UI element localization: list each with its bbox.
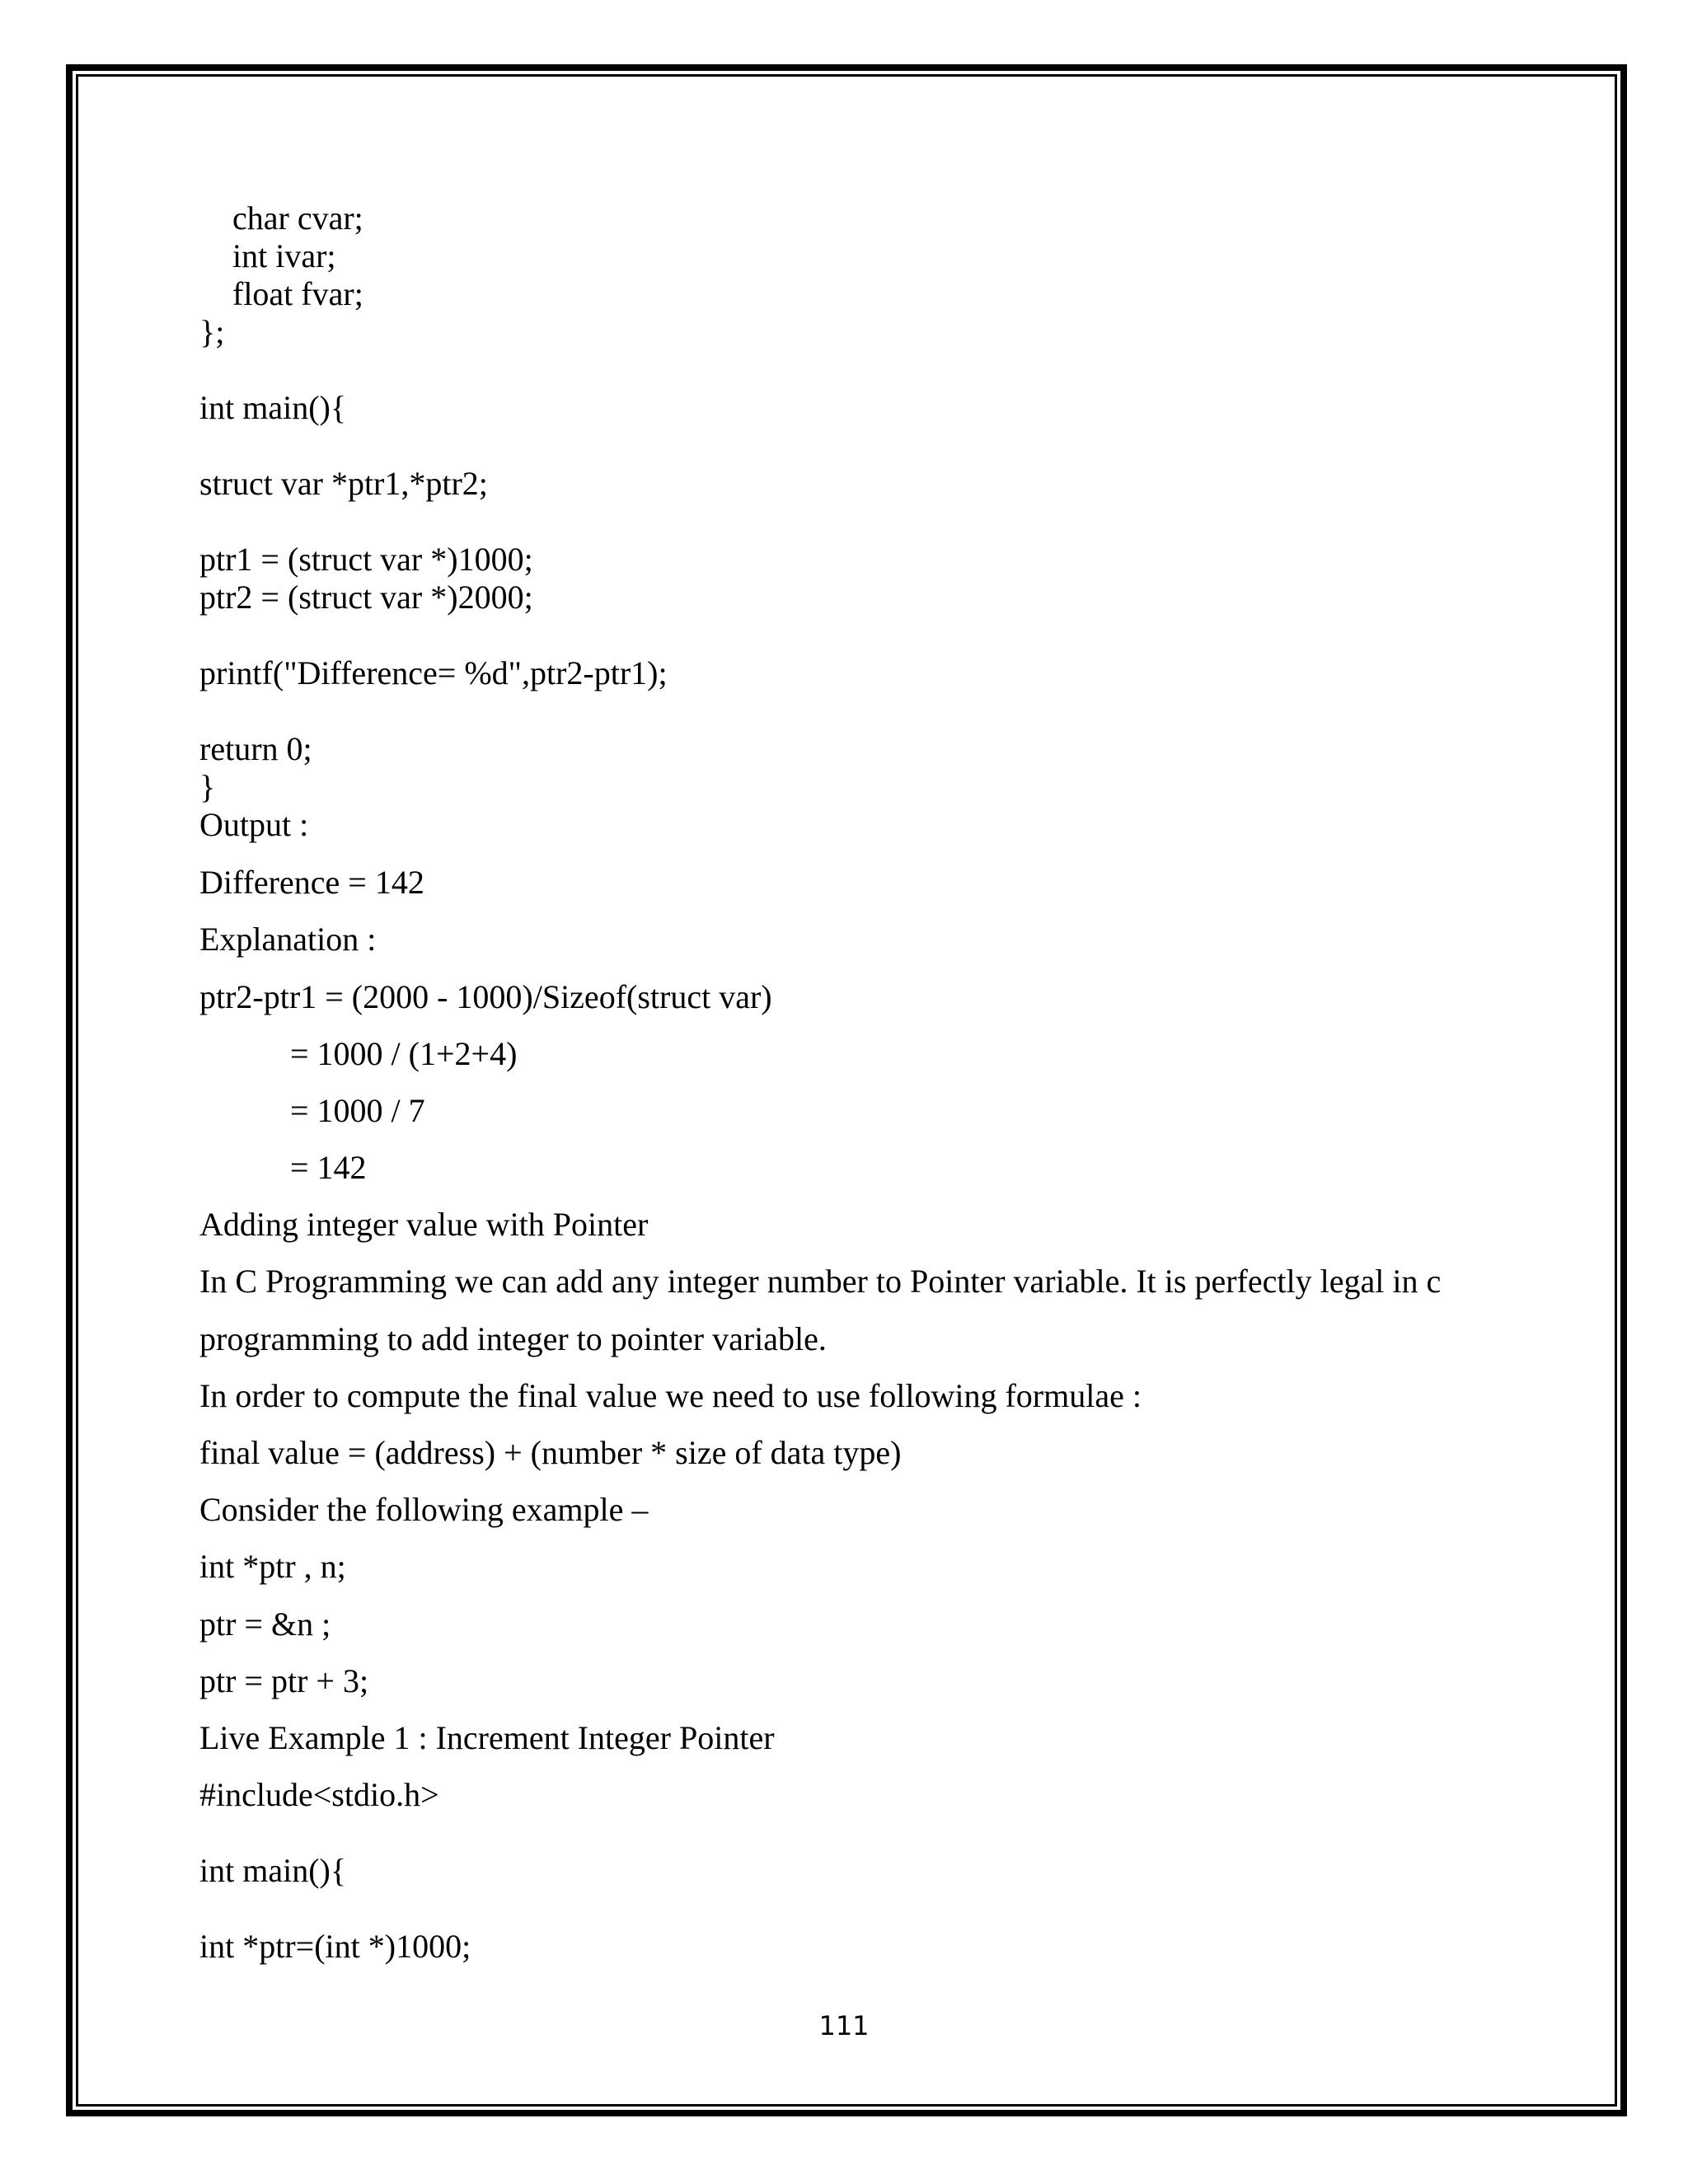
code-line-main-open-2: int main(){ xyxy=(199,1852,347,1889)
paragraph-line-3: In order to compute the final value we need to use following formulae : xyxy=(199,1377,1142,1414)
paragraph-line-2: programming to add integer to pointer variable. xyxy=(199,1320,827,1357)
output-value: Difference = 142 xyxy=(199,864,424,901)
page-number: 111 xyxy=(818,2010,870,2041)
paragraph-line-1: In C Programming we can add any integer number to Pointer variable. It is perfectly legal in c xyxy=(199,1263,1442,1300)
code-line-char-cvar: char cvar; xyxy=(199,199,363,237)
explanation-heading: Explanation : xyxy=(199,921,377,958)
code-line-main-open: int main(){ xyxy=(199,389,347,426)
formula-final-value: final value = (address) + (number * size of data type) xyxy=(199,1434,902,1471)
example-code-declare: int *ptr , n; xyxy=(199,1548,346,1585)
section-heading-adding-integer: Adding integer value with Pointer xyxy=(199,1206,649,1243)
code-line-printf: printf("Difference= %d",ptr2-ptr1); xyxy=(199,654,668,691)
code-line-struct-close: }; xyxy=(199,313,225,350)
code-line-int-ivar: int ivar; xyxy=(199,237,336,274)
example-code-assign: ptr = &n ; xyxy=(199,1605,331,1643)
code-line-ptr2-assign: ptr2 = (struct var *)2000; xyxy=(199,579,533,616)
explanation-step-3: = 142 xyxy=(199,1149,367,1186)
explanation-step-2: = 1000 / 7 xyxy=(199,1092,425,1129)
explanation-step-1: = 1000 / (1+2+4) xyxy=(199,1035,518,1072)
code-line-main-close: } xyxy=(199,768,216,805)
code-line-float-fvar: float fvar; xyxy=(199,275,363,312)
code-line-ptr1-assign: ptr1 = (struct var *)1000; xyxy=(199,541,533,578)
output-heading: Output : xyxy=(199,806,309,843)
explanation-formula: ptr2-ptr1 = (2000 - 1000)/Sizeof(struct var) xyxy=(199,978,772,1015)
example-intro: Consider the following example – xyxy=(199,1491,649,1528)
code-line-struct-pointers: struct var *ptr1,*ptr2; xyxy=(199,465,488,502)
example-code-add: ptr = ptr + 3; xyxy=(199,1662,369,1699)
code-line-int-ptr: int *ptr=(int *)1000; xyxy=(199,1928,471,1965)
live-example-heading: Live Example 1 : Increment Integer Pointer xyxy=(199,1719,775,1756)
code-line-return: return 0; xyxy=(199,730,312,767)
code-line-include: #include<stdio.h> xyxy=(199,1776,439,1813)
